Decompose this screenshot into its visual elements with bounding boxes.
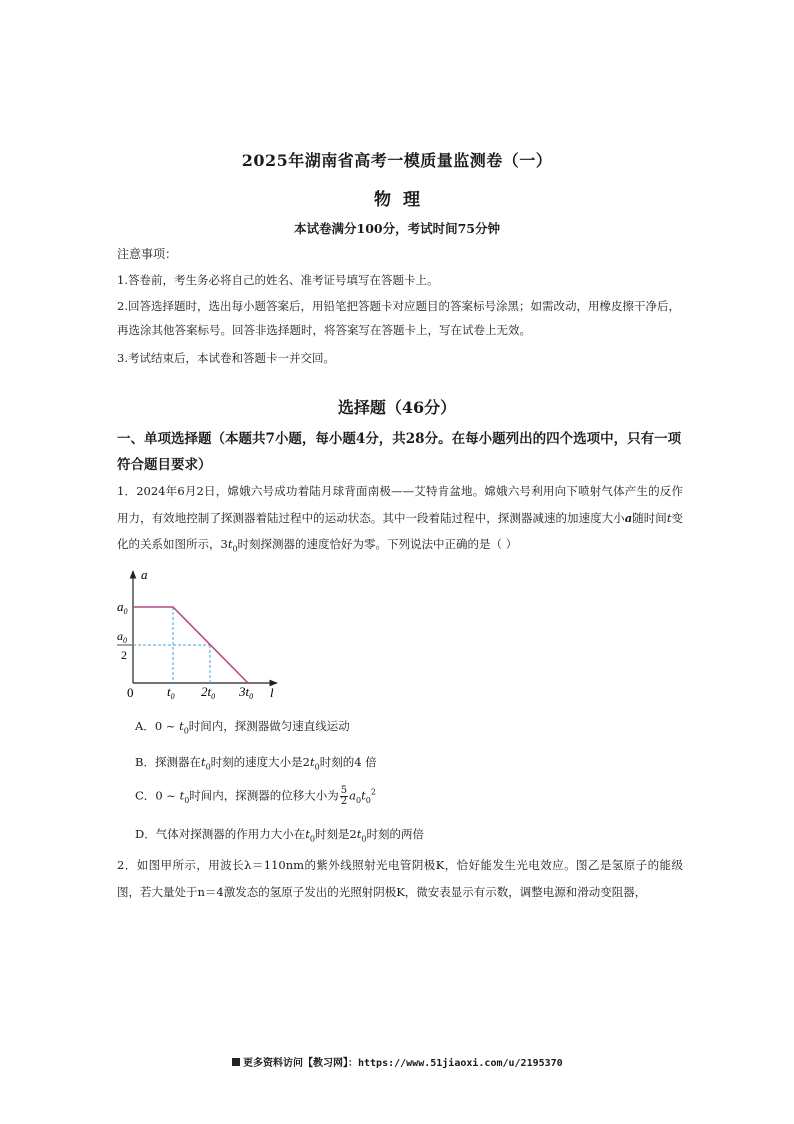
question-1-stem: 1．2024年6月2日，嫦娥六号成功着陆月球背面南极——艾特肯盆地。嫦娥六号利用向下喷射气体产生的反作用力，有效地控制了探测器着陆过程中的运动状态。其中一段着陆过程中，探测器减速的加速度大小a随时间t变化的关系如图所示，$3t_0$时刻探测器的速度恰好为零。下列说法中正确的是（ ） [117, 484, 684, 554]
y-axis-label: a [141, 567, 148, 582]
x-axis-label: l [270, 685, 274, 700]
subject-title: 物理 [374, 190, 432, 210]
acceleration-time-graph [115, 565, 285, 705]
y-tick-half-den: 2 [121, 648, 127, 662]
notice-item: 2.回答选择题时，选出每小题答案后，用铅笔把答题卡对应题目的答案标号涂黑；如需改动，用橡皮擦干净后，再选涂其他答案标号。回答非选择题时，将答案写在答题卡上，写在试卷上无效。 [117, 299, 680, 337]
y-tick-a0: $a_0$ [117, 599, 128, 616]
notice-item: 1.答卷前，考生务必将自己的姓名、准考证号填写在答题卡上。 [117, 273, 439, 287]
option-d[interactable]: D．气体对探测器的作用力大小在$t_0$时刻是$2t_0$时刻的两倍 [135, 827, 424, 844]
option-c[interactable]: C．0 ~ $t_0$时间内，探测器的位移大小为 $\frac{5}{2}$ $a_0t_0^2$ [135, 785, 376, 807]
exam-title: 2025年湖南省高考一模质量监测卷（一） [241, 151, 553, 170]
question-2-stem: 2．如图甲所示，用波长λ＝110nm的紫外线照射光电管阴极K，恰好能发生光电效应。图乙是氢原子的能级图，若大量处于n＝4激发态的氢原子发出的光照射阴极K，微安表显示有示数，调整电源和滑动变阻器， [117, 858, 683, 899]
footer-link[interactable]: 更多资料访问【教习网】：https://www.51jiaoxi.com/u/2195370 [232, 1054, 563, 1069]
section-title: 选择题（46分） [337, 398, 457, 417]
question-number: 2． [117, 858, 137, 872]
question-number: 1． [117, 484, 137, 498]
part-one-heading: 一、单项选择题（本题共7小题，每小题4分，共28分。在每小题列出的四个选项中，只有一项符合题目要求） [117, 431, 682, 473]
x-tick-3t0: $3t_0$ [239, 684, 254, 701]
notice-item: 3.考试结束后，本试卷和答题卡一并交回。 [117, 351, 335, 365]
fraction: $\frac{5}{2}$ [340, 785, 348, 807]
option-a[interactable]: A．0 ~ $t_0$时间内，探测器做匀速直线运动 [135, 719, 350, 736]
option-b[interactable]: B．探测器在$t_0$时刻的速度大小是$2t_0$时刻的4 倍 [135, 755, 377, 772]
notice-heading: 注意事项： [117, 247, 178, 261]
origin-label: 0 [127, 685, 134, 700]
x-tick-2t0: $2t_0$ [201, 684, 216, 701]
exam-info: 本试卷满分100分，考试时间75分钟 [294, 221, 500, 236]
x-tick-t0: $t_0$ [167, 684, 175, 701]
flag-icon [232, 1058, 240, 1066]
y-tick-half-num: $a_0$ [117, 629, 127, 645]
